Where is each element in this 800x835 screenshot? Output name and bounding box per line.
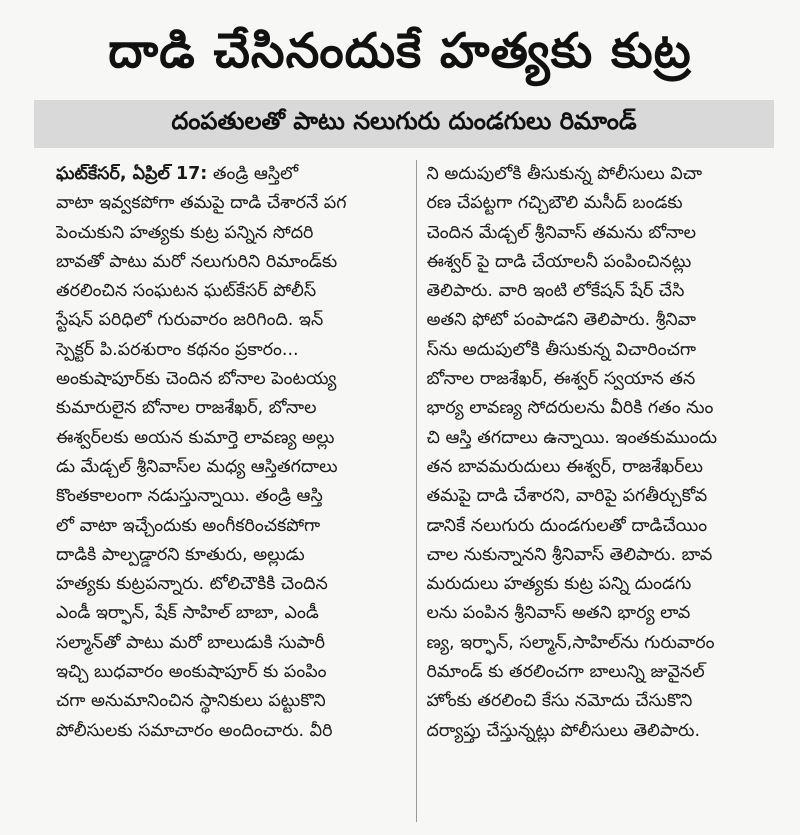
left-column: [56, 160, 417, 822]
article-line: తెలిపారు. వారి ఇంటి లోకేషన్ షేర్ చేసి: [426, 281, 685, 302]
article-line: అంకుషాపూర్‌కు చెందిన బోనాల పెంటయ్య: [56, 369, 337, 390]
headline: దాడి చేసినందుకే హత్యకు కుట్ర: [108, 23, 692, 79]
article-line: రిమాండ్ కు తరలించగా బాలున్ని జువైనల్: [426, 662, 705, 683]
article-line: దర్యాప్తు చేస్తున్నట్లు పోలీసులు తెలిపారు.: [426, 720, 701, 741]
article-line: తండ్రి ఆస్తిలో: [212, 164, 299, 184]
article-line: పెంచుకుని హత్యకు కుట్ర పన్నిన సోదరి: [56, 222, 314, 243]
article-line: ణ్య, ఇర్ఫాన్, సల్మాన్,సాహిల్‌ను గురువారం: [426, 632, 715, 653]
article-line: భార్య లావణ్య సోదరులను వీరికి గతం నుం: [426, 398, 714, 419]
article-line: పోలీసులకు సమాచారం అందించారు. వీరి: [56, 720, 333, 741]
article-line: హత్యకు కుట్రపన్నారు. టోలిచౌకికి చెందిన: [56, 574, 328, 595]
article-line: ఈశ్వర్‌లకు అయన కుమార్తె లావణ్య అల్లు: [56, 427, 335, 448]
subheadline-bar: [34, 100, 774, 148]
article-line: డానికే నలుగురు దుండగులతో దాడిచేయిం: [426, 515, 708, 536]
article-line: కుమారులైన బోనాల రాజశేఖర్, బోనాల: [56, 398, 317, 419]
article-line: చగా అనుమానించిన స్థానికులు పట్టుకొని: [56, 691, 326, 712]
subheadline: దంపతులతో పాటు నలుగురు దుండగులు రిమాండ్: [171, 107, 637, 135]
article-line: తరలించిన సంఘటన ఘట్‌కేసర్ పోలీస్: [56, 281, 317, 302]
article-line: స్టేషన్ పరిధిలో గురువారం జరిగింది. ఇన్: [56, 310, 324, 331]
article-line: ఎండీ ఇర్ఫాన్, షేక్ సాహిల్ బాబా, ఎండీ: [56, 603, 319, 624]
article-line: మరుదులు హత్యకు కుట్ర పన్ని దుండగు: [426, 574, 692, 595]
dateline: ఘట్‌కేసర్, ఏప్రిల్ 17:: [56, 164, 208, 184]
right-column: [417, 160, 779, 822]
article-line: చి ఆస్తి తగదాలు ఉన్నాయి. ఇంతకుముందు: [426, 427, 718, 448]
article-line: బావతో పాటు మరో నలుగురిని రిమాండ్‌కు: [56, 251, 338, 272]
article-line: స్పెక్టర్ పి.పరశురాం కథనం ప్రకారం...: [56, 339, 299, 360]
article-line: స్‌ను అదుపులోకి తీసుకున్న విచారించగా: [426, 339, 697, 360]
article-line: దాడికి పాల్పడ్డారని కూతురు, అల్లుడు: [56, 544, 305, 565]
article-line: డు మేడ్చల్ శ్రీనివాస్‌ల మధ్య ఆస్తితగదాలు: [56, 456, 338, 477]
article-line: వాటా ఇవ్వకపోగా తమపై దాడి చేశారనే పగ: [56, 193, 347, 214]
article-line: చెందిన మేడ్చల్ శ్రీనివాస్ తమను బోనాల: [426, 222, 697, 243]
first-line: [56, 160, 408, 189]
article-line: ని అదుపులోకి తీసుకున్న పోలీసులు విచా: [426, 164, 703, 184]
article-body: [56, 160, 778, 822]
article-line: లను పంపిన శ్రీనివాస్ అతని భార్య లావ: [426, 603, 691, 624]
article-line: బోనాల రాజశేఖర్, ఈశ్వర్ స్వయాన తన: [426, 369, 696, 390]
article-line: ఈశ్వర్ పై దాడి చేయాలనీ పంపించినట్లు: [426, 251, 692, 272]
article-line: సల్మాన్‌తో పాటు మరో బాలుడుకి సుపారీ: [56, 632, 325, 653]
article-line: తన బావమరుదులు ఈశ్వర్, రాజశేఖర్‌లు: [426, 456, 703, 477]
article-line: ఇచ్చి బుధవారం అంకుషాపూర్ కు పంపిం: [56, 662, 327, 683]
article-line: చాల నుకున్నానని శ్రీనివాస్ తెలిపారు. బావ: [426, 544, 713, 565]
article-line: కొంతకాలంగా నడుస్తున్నాయి. తండ్రి ఆస్తి: [56, 486, 323, 507]
article-line: రణ చేపట్టగా గచ్చిబౌలి మసీద్ బండకు: [426, 193, 683, 214]
article-line: తమపై దాడి చేశారని, వారిపై పగతీర్చుకోవ: [426, 486, 708, 507]
article-line: లో వాటా ఇచ్చేందుకు అంగీకరించకపోగా: [56, 515, 321, 536]
article-line: హోంకు తరలించి కేసు నమోదు చేసుకొని: [426, 691, 693, 712]
article-line: అతని ఫోటో పంపాడని తెలిపారు. శ్రీనివా: [426, 310, 696, 331]
